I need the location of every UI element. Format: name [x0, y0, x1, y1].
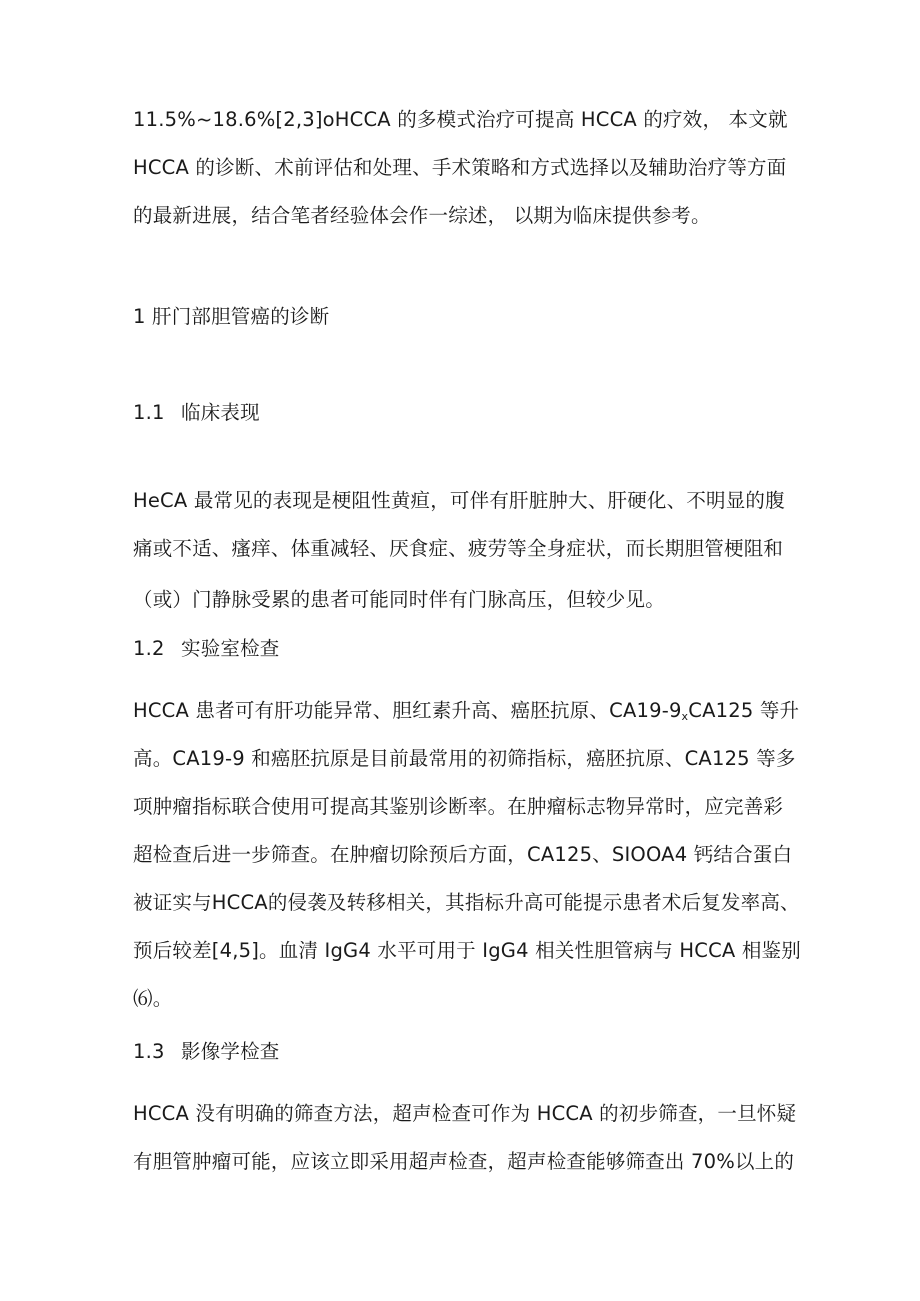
subsection-title: 临床表现	[181, 401, 260, 424]
s1-1-line-1: HeCA 最常见的表现是梗阻性黄疸，可伴有肝脏肿大、肝硬化、不明显的腹	[133, 489, 785, 512]
subsection-number: 1.3	[133, 1040, 165, 1063]
s1-2-line-5: 被证实与HCCA的侵袭及转移相关，其指标升高可能提示患者术后复发率高、	[133, 891, 800, 914]
subsection-number: 1.1	[133, 401, 165, 424]
subsection-1-2-heading	[133, 636, 793, 662]
intro-line-3: 的最新进展，结合笔者经验体会作一综述， 以期为临床提供参考。	[133, 204, 711, 227]
s1-2-line-2: 高。CA19-9 和癌胚抗原是目前最常用的初筛指标，癌胚抗原、CA125 等多	[133, 747, 796, 770]
s1-2-line-1-part-b: CA125 等升	[688, 699, 800, 722]
s1-1-line-3: （或）门静脉受累的患者可能同时伴有门脉高压，但较少见。	[133, 588, 665, 611]
s1-1-line-2: 痛或不适、瘙痒、体重减轻、厌食症、疲劳等全身症状，而长期胆管梗阻和	[133, 537, 784, 560]
s1-3-line-1: HCCA 没有明确的筛查方法，超声检查可作为 HCCA 的初步筛查，一旦怀疑	[133, 1102, 797, 1125]
s1-2-line-7: ⑹。	[133, 987, 173, 1010]
s1-2-line-1-part-a: HCCA 患者可有肝功能异常、胆红素升高、癌胚抗原、CA19-9	[133, 699, 682, 722]
section-1-title: 1 肝门部胆管癌的诊断	[133, 305, 330, 328]
subsection-title: 实验室检查	[181, 637, 280, 660]
s1-2-line-1	[133, 698, 800, 730]
s1-2-line-4: 超检查后进一步筛查。在肿瘤切除预后方面，CA125、SIOOA4 钙结合蛋白	[133, 843, 793, 866]
s1-3-line-2: 有胆管肿瘤可能，应该立即采用超声检查，超声检查能够筛查出 70%以上的	[133, 1150, 795, 1173]
intro-line-1: 11.5%~18.6%[2,3]oHCCA 的多模式治疗可提高 HCCA 的疗效， 本文就	[133, 108, 788, 131]
s1-2-line-1-sub: x	[681, 710, 689, 723]
subsection-1-3-heading	[133, 1039, 793, 1065]
intro-line-2: HCCA 的诊断、术前评估和处理、手术策略和方式选择以及辅助治疗等方面	[133, 156, 787, 179]
s1-2-line-3: 项肿瘤指标联合使用可提高其鉴别诊断率。在肿瘤标志物异常时，应完善彩	[133, 795, 784, 818]
subsection-title: 影像学检查	[181, 1040, 280, 1063]
subsection-1-1-heading	[133, 400, 793, 426]
s1-2-line-6: 预后较差[4,5]。血清 IgG4 水平可用于 IgG4 相关性胆管病与 HCCA 相鉴别	[133, 939, 801, 962]
subsection-number: 1.2	[133, 637, 165, 660]
